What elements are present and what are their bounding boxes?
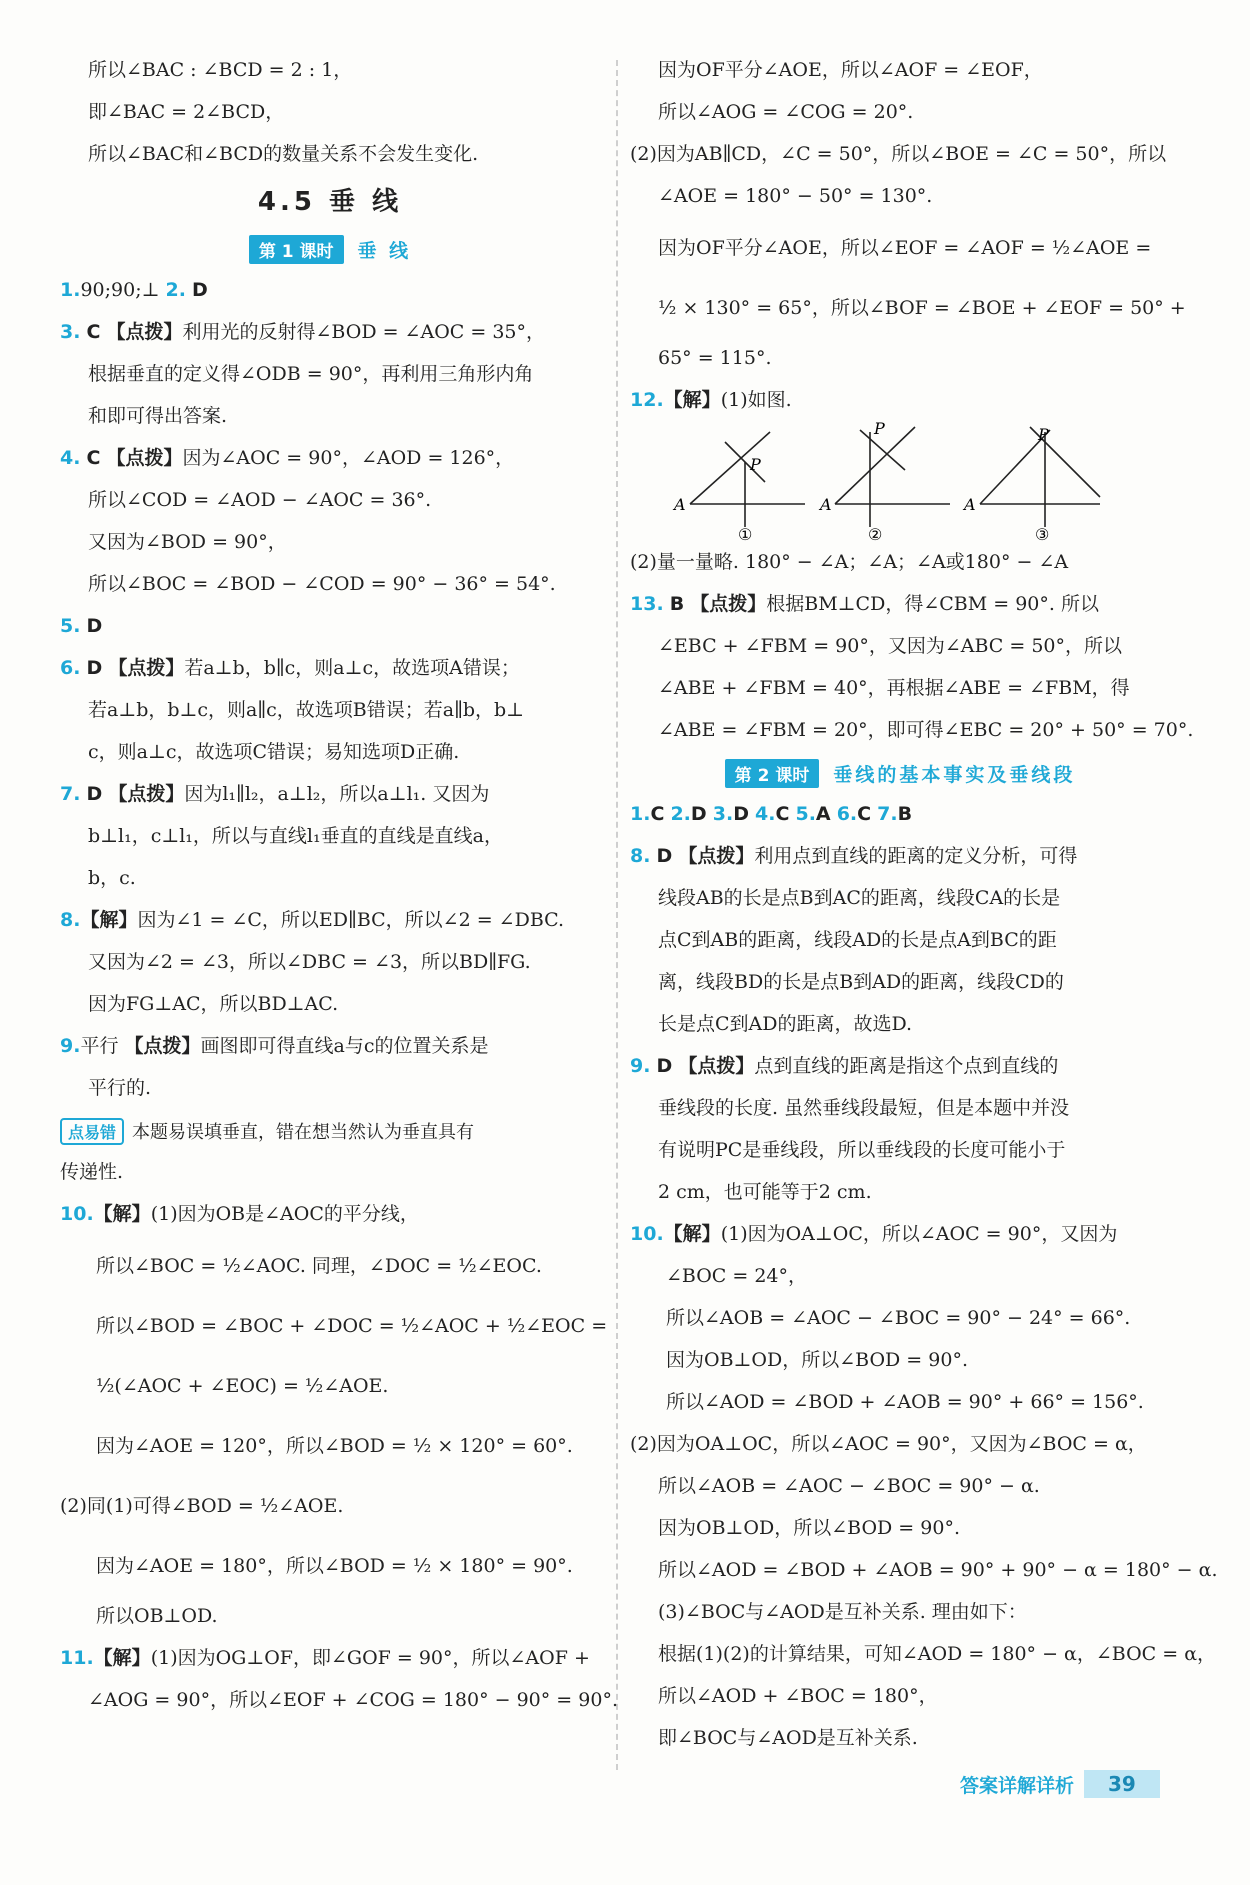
fig1-label-p: P: [750, 455, 761, 474]
answer-line: [60, 900, 600, 942]
answer-line: [60, 92, 600, 134]
item-number: 5.: [60, 615, 81, 637]
line-text: ∠BOC = 24°，: [666, 1265, 808, 1287]
answer-line: [60, 1068, 600, 1110]
answer-choice: A: [815, 803, 831, 825]
fig2-label-p: P: [874, 422, 885, 438]
item-number: 3.: [60, 321, 81, 343]
item-number: 4.: [755, 803, 776, 825]
answer-choice: D: [656, 845, 673, 867]
answer-line: [60, 1680, 618, 1722]
answer-line: [60, 396, 600, 438]
fig2-label-a: A: [820, 495, 832, 514]
item-number: 9.: [60, 1035, 81, 1057]
answer-line: [60, 774, 600, 816]
line-text: 平行: [80, 1035, 125, 1057]
line-text: b，c.: [88, 867, 136, 889]
answer-line: [60, 270, 600, 312]
answer-line: [60, 1416, 600, 1476]
right-column: [630, 50, 1218, 1760]
item-number: 11.: [60, 1647, 94, 1669]
line-text: ∠ABE + ∠FBM = 40°，再根据∠ABE = ∠FBM，得: [658, 677, 1130, 699]
line-text: (2)量一量略. 180° − ∠A；∠A；∠A或180° − ∠A: [630, 551, 1069, 573]
answer-line: [630, 1088, 1170, 1130]
answer-line: [630, 542, 1170, 584]
line-text: (1)因为OA⊥OC，所以∠AOC = 90°，又因为: [720, 1223, 1118, 1245]
answer-line: [60, 1638, 600, 1680]
answer-line: [630, 584, 1170, 626]
line-text: ∠AOE = 180° − 50° = 130°.: [658, 185, 933, 207]
fig1-circle-label: ①: [738, 525, 753, 542]
item-number: 12.: [630, 389, 664, 411]
figures-svg: [630, 422, 1170, 542]
answer-line: [630, 1634, 1217, 1676]
answer-line: [630, 1592, 1170, 1634]
answer-line: [60, 690, 600, 732]
answer-line: [630, 1718, 1170, 1760]
answer-line: [630, 1046, 1170, 1088]
answer-line: [630, 1340, 1170, 1382]
line-text: 所以∠BAC和∠BCD的数量关系不会发生变化.: [88, 143, 479, 165]
answer-line: [630, 1298, 1170, 1340]
fig3-label-a: A: [964, 495, 976, 514]
item-number: 9.: [630, 1055, 651, 1077]
lesson-badge: 第 2 课时: [725, 759, 820, 788]
line-text: (3)∠BOC与∠AOD是互补关系. 理由如下：: [658, 1601, 1027, 1623]
line-text: 90;90;⊥: [80, 279, 166, 301]
line-text: ½(∠AOC + ∠EOC) = ½∠AOE.: [96, 1375, 389, 1397]
item-number: 7.: [877, 803, 898, 825]
line-text: 因为∠AOE = 120°，所以∠BOD = ½ × 120° = 60°.: [96, 1435, 573, 1457]
hint-tag: 【点拨】: [106, 447, 183, 469]
hint-tag: 【解】: [663, 1223, 721, 1245]
answer-choice: D: [733, 803, 749, 825]
answer-choice: C: [86, 447, 101, 469]
answer-line: [60, 732, 600, 774]
answer-line: [60, 1596, 600, 1638]
answer-line: [60, 1026, 600, 1068]
line-text: ∠AOG = 90°，所以∠EOF + ∠COG = 180° − 90° = 90°.: [88, 1689, 618, 1711]
note-text-cont: 传递性.: [60, 1161, 124, 1183]
item-number: 2.: [670, 803, 691, 825]
answer-choice: D: [192, 279, 208, 301]
answer-choice: B: [669, 593, 685, 615]
item-number: 10.: [60, 1203, 94, 1225]
line-text: 平行的.: [88, 1077, 152, 1099]
item-number: 13.: [630, 593, 664, 615]
item-number: 7.: [60, 783, 81, 805]
item-number: 8.: [60, 909, 81, 931]
line-text: 因为FG⊥AC，所以BD⊥AC.: [88, 993, 339, 1015]
hint-tag: 【点拨】: [690, 593, 767, 615]
line-text: (1)因为OB是∠AOC的平分线，: [150, 1203, 419, 1225]
line-text: 所以∠BAC : ∠BCD = 2 : 1，: [88, 59, 353, 81]
fig3-label-p: P: [1038, 425, 1049, 444]
answer-line: [630, 836, 1170, 878]
lesson-name: 垂 线: [357, 239, 412, 262]
line-text: 又因为∠BOD = 90°，: [88, 531, 287, 553]
answer-line: [630, 218, 1170, 278]
line-text: 离，线段BD的长是点B到AD的距离，线段CD的: [658, 971, 1064, 993]
answer-line: [630, 962, 1170, 1004]
answer-line: [630, 1424, 1170, 1466]
answer-line: [60, 480, 600, 522]
answer-choice: B: [897, 803, 913, 825]
section-title: 4.5 垂 线: [257, 187, 403, 217]
line-text: 所以∠AOD + ∠BOC = 180°，: [658, 1685, 938, 1707]
item-number: 3.: [712, 803, 734, 825]
line-text: ∠EBC + ∠FBM = 90°，又因为∠ABC = 50°，所以: [658, 635, 1123, 657]
line-text: 2 cm，也可能等于2 cm.: [658, 1181, 872, 1203]
line-text: (1)如图.: [720, 389, 792, 411]
note-text: 本题易误填垂直，错在想当然认为垂直具有: [132, 1122, 475, 1143]
line-text: 长是点C到AD的距离，故选D.: [658, 1013, 913, 1035]
line-text: 因为OF平分∠AOE，所以∠AOF = ∠EOF，: [658, 59, 1043, 81]
line-text: (2)同(1)可得∠BOD = ½∠AOE.: [60, 1495, 344, 1517]
answer-line: [60, 438, 600, 480]
page-footer: [960, 1770, 1160, 1798]
answer-line: [630, 1256, 1170, 1298]
line-text: 因为OF平分∠AOE，所以∠EOF = ∠AOF = ½∠AOE =: [658, 237, 1152, 259]
answer-line: [630, 380, 1170, 422]
item-number: 6.: [60, 657, 81, 679]
answer-line: [60, 606, 600, 648]
answer-line: [60, 1236, 600, 1296]
line-text: 所以∠AOB = ∠AOC − ∠BOC = 90° − 24° = 66°.: [666, 1307, 1131, 1329]
answer-line: [60, 134, 600, 176]
line-text: 因为∠AOE = 180°，所以∠BOD = ½ × 180° = 90°.: [96, 1555, 573, 1577]
item-number: 6.: [836, 803, 858, 825]
hint-tag: 【解】: [663, 389, 721, 411]
line-text: ∠ABE = ∠FBM = 20°，即可得∠EBC = 20° + 50° = 70°.: [658, 719, 1194, 741]
answer-line: [630, 1550, 1218, 1592]
answer-line: [60, 1476, 600, 1536]
line-text: b⊥l₁，c⊥l₁，所以与直线l₁垂直的直线是直线a，: [88, 825, 503, 847]
answer-line: [630, 626, 1170, 668]
answer-line: [630, 338, 1170, 380]
line-text: 若a⊥b，b⊥c，则a∥c，故选项B错误；若a∥b，b⊥: [88, 699, 525, 721]
answer-line: [630, 1382, 1170, 1424]
line-text: (2)因为OA⊥OC，所以∠AOC = 90°，又因为∠BOC = α，: [630, 1433, 1147, 1455]
answer-line: [630, 92, 1170, 134]
fig2-side: [835, 427, 915, 504]
line-text: 和即可得出答案.: [88, 405, 228, 427]
line-text: 根据垂直的定义得∠ODB = 90°，再利用三角形内角: [88, 363, 534, 385]
answer-line: [60, 816, 600, 858]
answer-line: [630, 878, 1170, 920]
answer-line: [60, 1296, 608, 1356]
lesson-badge: 第 1 课时: [249, 235, 344, 264]
item-number: 5.: [795, 803, 816, 825]
hint-tag: 【解】: [93, 1647, 151, 1669]
answer-line: [630, 278, 1186, 338]
line-text: 因为l₁∥l₂，a⊥l₂，所以a⊥l₁. 又因为: [184, 783, 490, 805]
item-number: 1.: [630, 803, 651, 825]
line-text: 所以∠BOC = ∠BOD − ∠COD = 90° − 36° = 54°.: [88, 573, 556, 595]
answer-line: [630, 1676, 1170, 1718]
lesson-header: [630, 752, 1170, 794]
answer-choice: C: [650, 803, 665, 825]
answer-line: [630, 1214, 1170, 1256]
line-text: 根据(1)(2)的计算结果，可知∠AOD = 180° − α，∠BOC = α，: [658, 1643, 1217, 1665]
answer-choice: D: [86, 657, 103, 679]
line-text: 又因为∠2 = ∠3，所以∠DBC = ∠3，所以BD∥FG.: [88, 951, 531, 973]
line-text: (1)因为OG⊥OF，即∠GOF = 90°，所以∠AOF +: [150, 1647, 590, 1669]
line-text: 根据BM⊥CD，得∠CBM = 90°. 所以: [766, 593, 1099, 615]
line-text: 点到直线的距离是指这个点到直线的: [754, 1055, 1059, 1077]
answer-line: [630, 1004, 1170, 1046]
line-text: 所以∠AOD = ∠BOD + ∠AOB = 90° + 90° − α = 180° − α.: [658, 1559, 1218, 1581]
line-text: 所以∠BOC = ½∠AOC. 同理，∠DOC = ½∠EOC.: [96, 1255, 542, 1277]
line-text: 利用点到直线的距离的定义分析，可得: [754, 845, 1078, 867]
line-text: 有说明PC是垂线段，所以垂线段的长度可能小于: [658, 1139, 1066, 1161]
hint-tag: 【点拨】: [108, 657, 185, 679]
line-text: 画图即可得直线a与c的位置关系是: [200, 1035, 489, 1057]
line-text: 所以∠AOG = ∠COG = 20°.: [658, 101, 914, 123]
lesson-name: 垂线的基本事实及垂线段: [833, 763, 1076, 786]
answer-line: [630, 134, 1170, 176]
column-divider: [616, 60, 618, 1770]
answer-line: [60, 522, 600, 564]
item-number: 10.: [630, 1223, 664, 1245]
footer-label: 答案详解详析: [960, 1774, 1075, 1797]
answer-choice: D: [86, 783, 103, 805]
hint-tag: 【点拨】: [124, 1035, 201, 1057]
quick-answers: [630, 794, 1170, 836]
answer-line: [60, 984, 600, 1026]
answer-choice: D: [656, 1055, 673, 1077]
answer-line: [60, 942, 600, 984]
item-number: 8.: [630, 845, 651, 867]
line-text: 因为OB⊥OD，所以∠BOD = 90°.: [658, 1517, 960, 1539]
answer-line: [60, 354, 600, 396]
line-text: ½ × 130° = 65°，所以∠BOF = ∠BOE + ∠EOF = 50° +: [658, 297, 1186, 319]
answer-line: [630, 710, 1194, 752]
line-text: 所以∠AOB = ∠AOC − ∠BOC = 90° − α.: [658, 1475, 1040, 1497]
line-text: 点C到AB的距离，线段AD的长是点A到BC的距: [658, 929, 1057, 951]
line-text: 因为OB⊥OD，所以∠BOD = 90°.: [666, 1349, 968, 1371]
line-text: (2)因为AB∥CD，∠C = 50°，所以∠BOE = ∠C = 50°，所以: [630, 143, 1167, 165]
left-column: [60, 50, 618, 1722]
answer-line: [60, 50, 600, 92]
line-text: 线段AB的长是点B到AC的距离，线段CA的长是: [658, 887, 1061, 909]
page-number: 39: [1084, 1770, 1160, 1798]
line-text: 所以∠BOD = ∠BOC + ∠DOC = ½∠AOC + ½∠EOC =: [96, 1315, 608, 1337]
answer-line: [630, 668, 1170, 710]
item-number: 4.: [60, 447, 81, 469]
answer-line: [60, 648, 600, 690]
answer-line: [630, 1508, 1170, 1550]
lesson-header: [60, 228, 600, 270]
error-note: [60, 1110, 600, 1152]
answer-line: [60, 1356, 600, 1416]
answer-choice: D: [86, 615, 103, 637]
hint-tag: 【点拨】: [678, 845, 755, 867]
answer-choice: C: [857, 803, 872, 825]
answer-choice: C: [86, 321, 101, 343]
line-text: 所以∠COD = ∠AOD − ∠AOC = 36°.: [88, 489, 432, 511]
answer-line: [60, 858, 600, 900]
answer-line: [60, 564, 600, 606]
answer-line: [630, 920, 1170, 962]
answer-line: [60, 1536, 600, 1596]
line-text: 因为∠AOC = 90°，∠AOD = 126°，: [182, 447, 515, 469]
item-number: 1.: [60, 279, 81, 301]
answer-choice: C: [775, 803, 790, 825]
line-text: 即∠BAC = 2∠BCD，: [88, 101, 285, 123]
fig1-label-a: A: [674, 495, 686, 514]
line-text: 65° = 115°.: [658, 347, 772, 369]
fig3-circle-label: ③: [1035, 525, 1050, 542]
line-text: 即∠BOC与∠AOD是互补关系.: [658, 1727, 918, 1749]
line-text: 因为∠1 = ∠C，所以ED∥BC，所以∠2 = ∠DBC.: [137, 909, 565, 931]
answer-choice: D: [690, 803, 707, 825]
perpendicular-figures: [630, 422, 1170, 542]
hint-tag: 【解】: [80, 909, 138, 931]
note-badge: 点易错: [60, 1118, 124, 1145]
hint-tag: 【点拨】: [678, 1055, 755, 1077]
hint-tag: 【点拨】: [106, 321, 183, 343]
line-text: 垂线段的长度. 虽然垂线段最短，但是本题中并没: [658, 1097, 1070, 1119]
hint-tag: 【点拨】: [108, 783, 185, 805]
line-text: 所以OB⊥OD.: [96, 1605, 218, 1627]
answer-line: [630, 1172, 1170, 1214]
line-text: 若a⊥b，b∥c，则a⊥c，故选项A错误；: [184, 657, 520, 679]
line-text: 所以∠AOD = ∠BOD + ∠AOB = 90° + 66° = 156°.: [666, 1391, 1144, 1413]
item-number: 2.: [165, 279, 186, 301]
answer-line: [630, 176, 1170, 218]
answer-line: [60, 312, 600, 354]
hint-tag: 【解】: [93, 1203, 151, 1225]
fig2-circle-label: ②: [868, 525, 883, 542]
answer-line: [60, 1194, 600, 1236]
answer-line: [630, 1130, 1170, 1172]
answer-line: [630, 50, 1170, 92]
answer-line: [630, 1466, 1170, 1508]
line-text: 利用光的反射得∠BOD = ∠AOC = 35°，: [182, 321, 545, 343]
line-text: c，则a⊥c，故选项C错误；易知选项D正确.: [88, 741, 460, 763]
